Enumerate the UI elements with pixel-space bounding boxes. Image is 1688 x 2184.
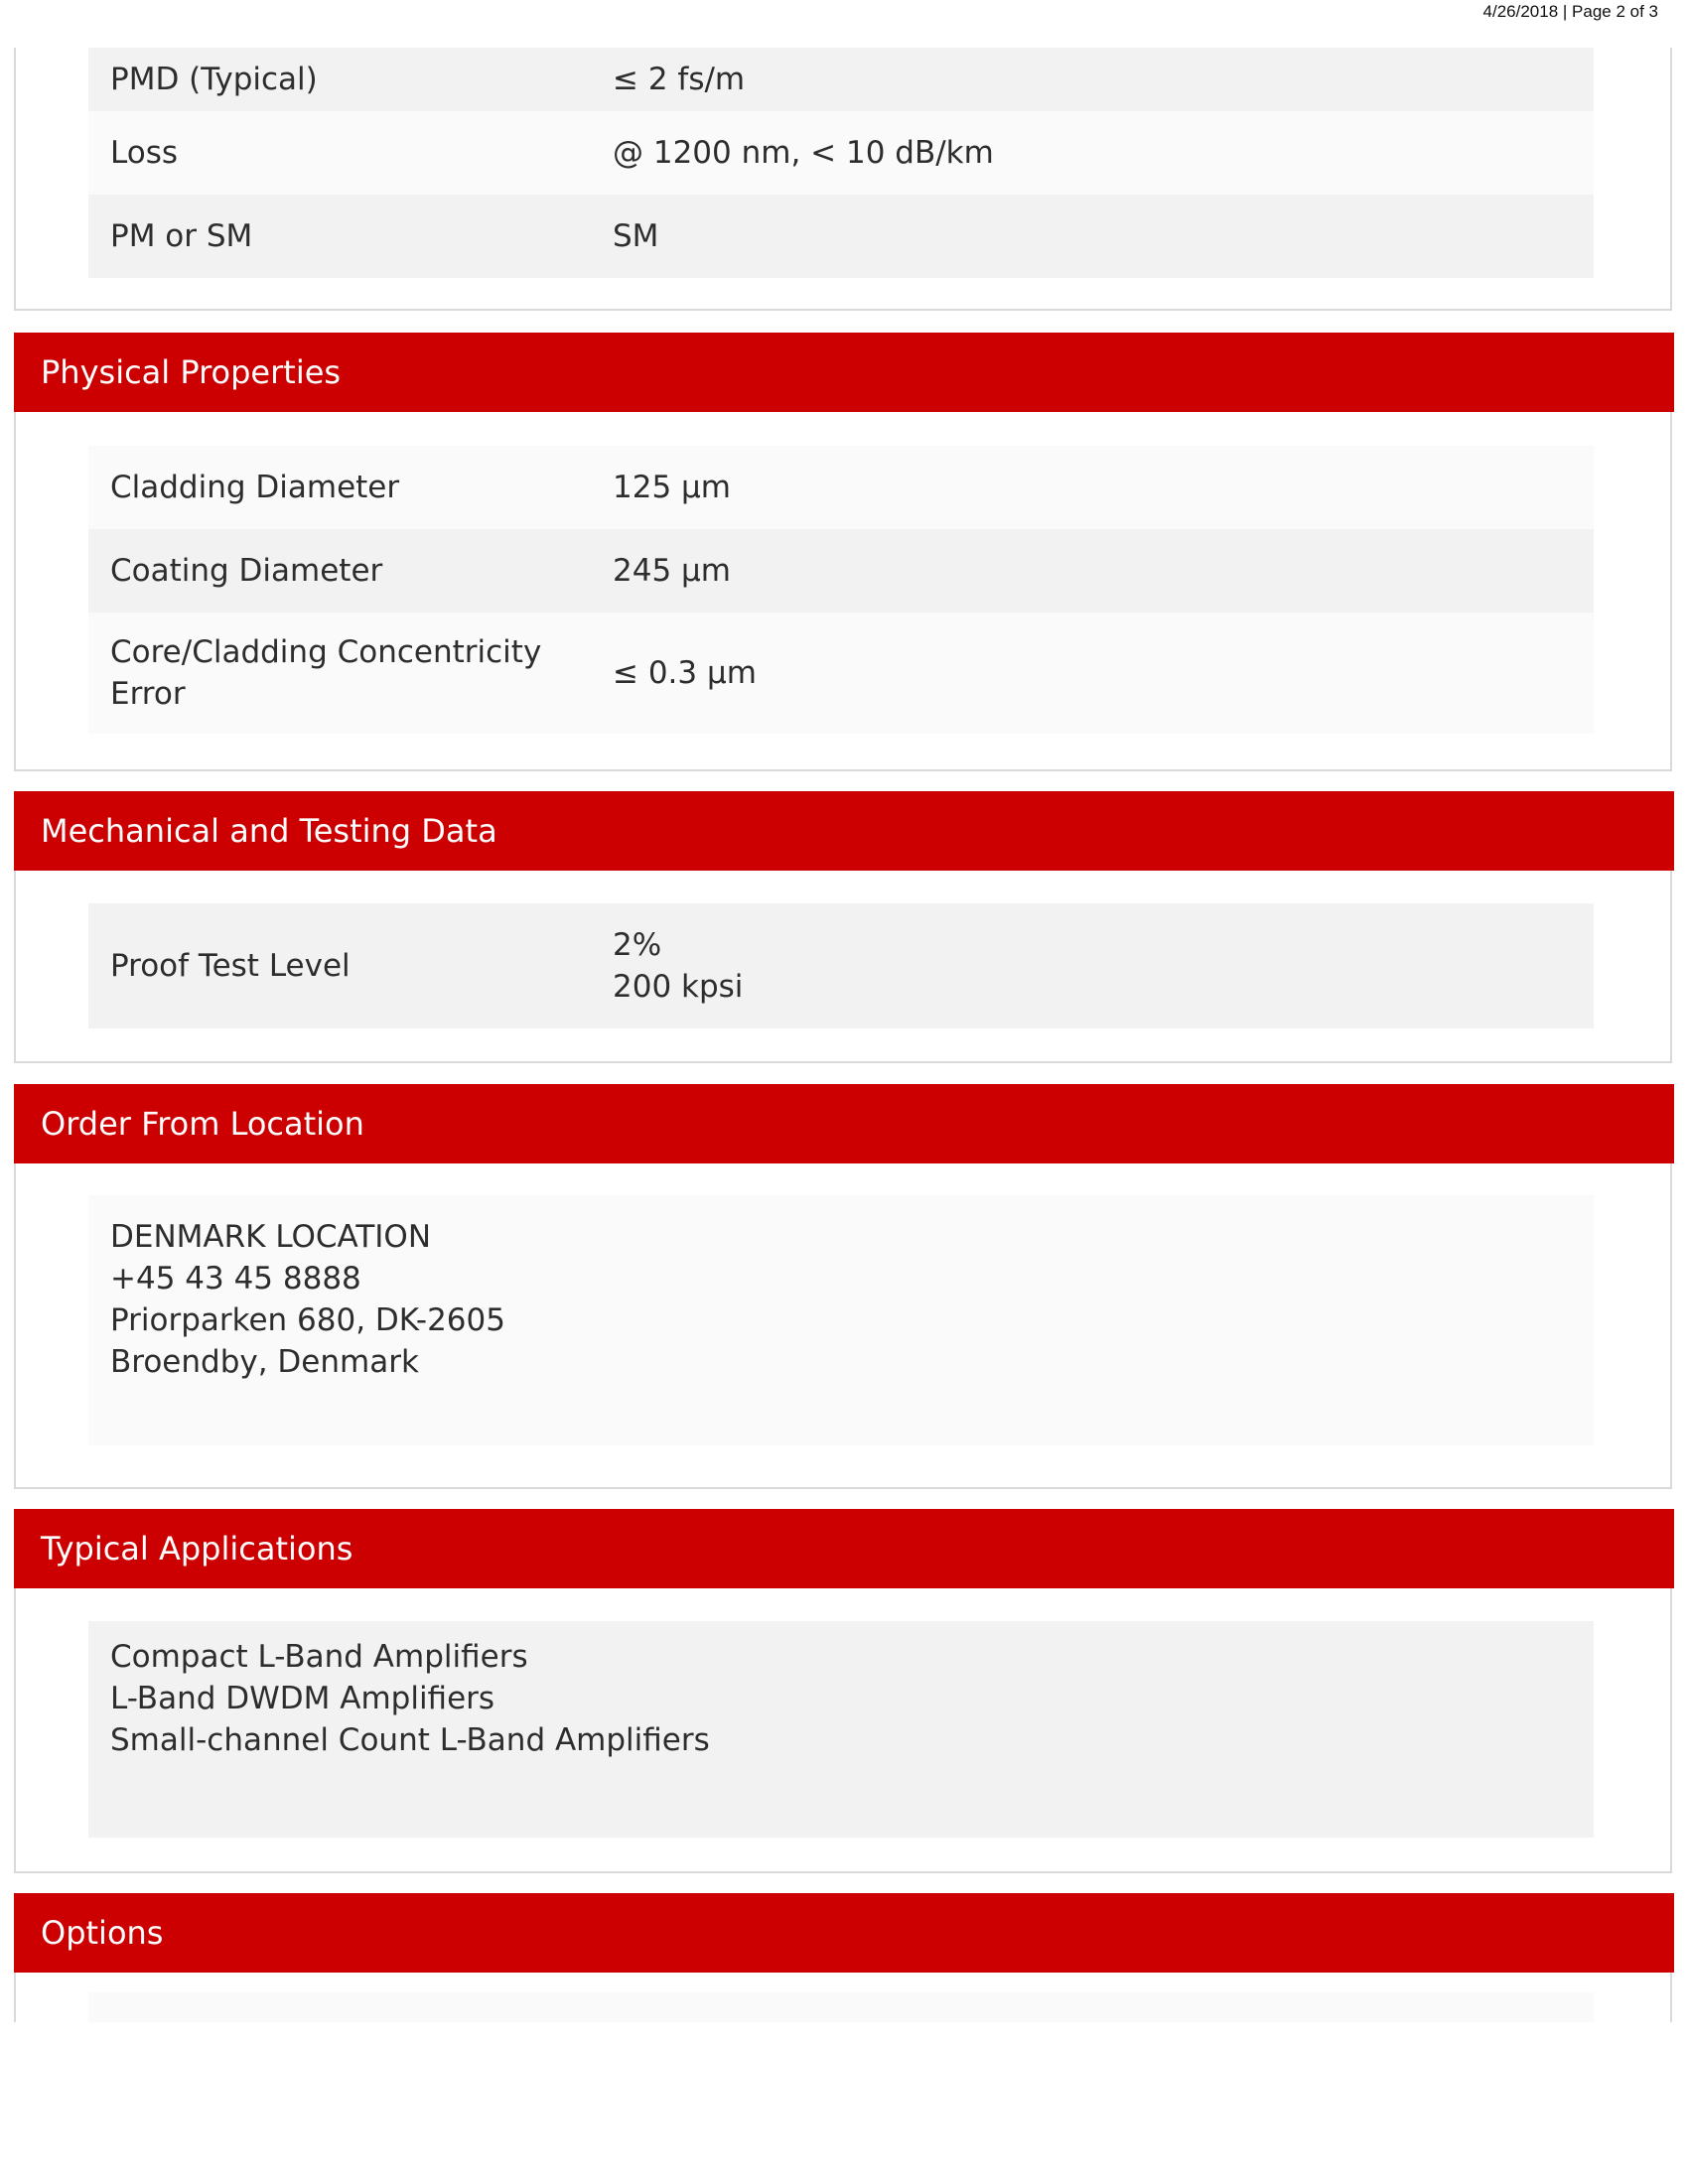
optical-table <box>88 48 1594 278</box>
row-label: PMD (Typical) <box>110 62 318 97</box>
table-row <box>88 903 1594 1028</box>
application-item: Compact L-Band Amplifiers <box>110 1639 528 1675</box>
table-row <box>88 613 1594 734</box>
section-header-typical-applications <box>14 1509 1674 1588</box>
row-label: Cladding Diameter <box>110 470 400 505</box>
row-value: ≤ 0.3 μm <box>613 655 757 691</box>
page-header: 4/26/2018 | Page 2 of 3 <box>1482 2 1658 21</box>
section-title: Physical Properties <box>41 353 342 391</box>
row-value: ≤ 2 fs/m <box>613 62 746 97</box>
row-value-line: 200 kpsi <box>613 969 744 1005</box>
row-label <box>88 631 613 715</box>
section-title: Order From Location <box>41 1105 364 1143</box>
row-value: @ 1200 nm, < 10 dB/km <box>613 135 994 171</box>
row-value: SM <box>613 218 659 254</box>
location-name: DENMARK LOCATION <box>110 1219 432 1255</box>
table-row <box>88 529 1594 613</box>
table-row <box>88 48 1594 111</box>
location-address: Priorparken 680, DK-2605 <box>110 1302 505 1338</box>
row-label-line: Error <box>110 676 186 712</box>
section-title: Typical Applications <box>41 1530 353 1568</box>
section-title: Mechanical and Testing Data <box>41 812 497 850</box>
application-item: Small-channel Count L-Band Amplifiers <box>110 1722 710 1758</box>
location-phone: +45 43 45 8888 <box>110 1261 361 1297</box>
section-header-physical-properties <box>14 333 1674 412</box>
row-value: 125 μm <box>613 470 731 505</box>
mechanical-table <box>88 903 1594 1028</box>
row-label: PM or SM <box>110 218 253 254</box>
row-label: Coating Diameter <box>110 553 383 589</box>
application-item: L-Band DWDM Amplifiers <box>110 1681 495 1716</box>
applications-block <box>88 1621 1594 1838</box>
section-title: Options <box>41 1914 164 1952</box>
section-header-order-location <box>14 1084 1674 1163</box>
row-label: Loss <box>110 135 178 171</box>
section-header-options <box>14 1893 1674 1973</box>
order-location-block <box>88 1195 1594 1445</box>
table-row <box>88 111 1594 195</box>
table-row <box>88 195 1594 278</box>
row-value: 245 μm <box>613 553 731 589</box>
row-value <box>613 924 1594 1008</box>
row-label: Proof Test Level <box>110 948 351 984</box>
row-label-line: Core/Cladding Concentricity <box>110 634 542 670</box>
options-content-area <box>88 1992 1594 2022</box>
options-section-body <box>14 1973 1672 2022</box>
table-row <box>88 446 1594 529</box>
physical-table <box>88 446 1594 734</box>
row-value-line: 2% <box>613 927 662 963</box>
location-city: Broendby, Denmark <box>110 1344 419 1380</box>
section-header-mechanical-testing <box>14 791 1674 871</box>
